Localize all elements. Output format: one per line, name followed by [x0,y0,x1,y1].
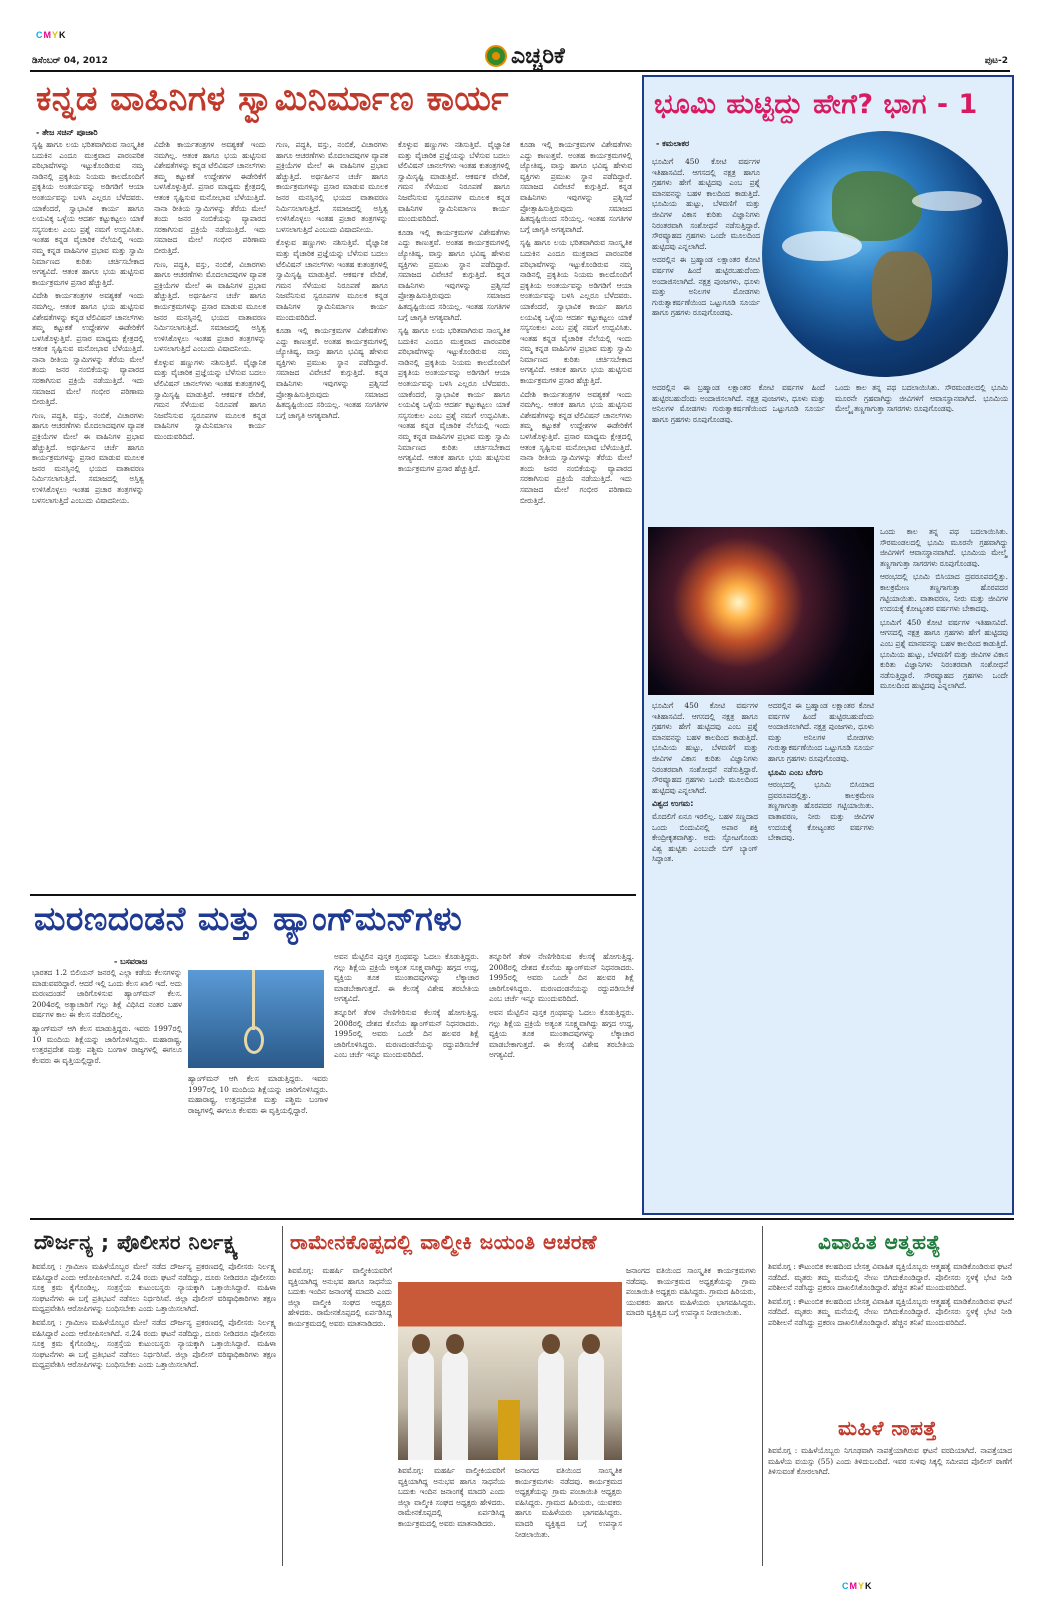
logo-emblem-icon [485,45,507,67]
earth-headline: ಭೂಮಿ ಹುಟ್ಟಿದ್ದು ಹೇಗೆ? ಭಾಗ - 1 [654,89,978,120]
death-headline: ಮರಣದಂಡನೆ ಮತ್ತು ಹ್ಯಾಂಗ್‍ಮನ್‍ಗಳು [34,899,463,938]
death-column: ಅವನ ಮೆಟ್ಟಿಲಿನ ಪುಸ್ತಕ ಗ್ರಂಥವನ್ನು ಓದಲು ಕೊಡುತ್ತಿದ್ದರು. ಗಲ್ಲು ಶಿಕ್ಷೆಯ ಪ್ರಕ್ರಿಯೆ ಅತ್ಯಂತ ಸೂಕ್ಷ್ಮವಾಗಿದ್ದು ಹಗ್ಗದ ಉದ್ದ, ವ್ಯಕ್ತಿಯ ತೂಕ ಮುಂತಾದವುಗಳನ್ನು ಲೆಕ್ಕಾಚಾರ ಮಾಡಬೇಕಾಗುತ್ತದೆ. ಈ ಕೆಲಸಕ್ಕೆ ವಿಶೇಷ ತರಬೇತಿಯ ಅಗತ್ಯವಿದೆ. ತನ್ನೂರಿಗೆ ತೆರಳಿ ನೇಣಿಗೇರಿಸುವ ಕೆಲಸಕ್ಕೆ ಹೋಗುತ್ತಿದ್ದ. 2008ರಲ್ಲಿ ದೇಶದ ಕೊನೆಯ ಹ್ಯಾಂಗ್‍ಮನ್ ನಿಧನರಾದರು. 1995ರಲ್ಲಿ ಅವರು ಒಂದೇ ದಿನ ಹಲವರ ಶಿಕ್ಷೆ ಜಾರಿಗೊಳಿಸಿದ್ದರು. ಮರಣದಂಡನೆಯನ್ನು ರದ್ದುಪಡಿಸಬೇಕೆ ಎಂಬ ಚರ್ಚೆ ಇನ್ನೂ ಮುಂದುವರಿದಿದೆ. [334,952,479,1060]
death-body-under-photo [188,1074,328,1210]
section-divider [30,894,636,896]
nebula-photo [648,527,874,695]
suicide-headline: ವಿವಾಹಿತ ಆತ್ಮಹತ್ಯೆ [818,1230,942,1254]
earth-column-right: ಒಂದು ಕಾಲ ತನ್ನ ಪಥ ಬದಲಾಯಿಸಿತು. ಸೌರಮಂಡಲದಲ್ಲಿ ಭೂಮಿ ಮೂರನೇ ಗ್ರಹವಾಗಿದ್ದು ಜೀವಿಗಳಿಗೆ ಆವಾಸಸ್ಥಾನವಾಗಿದೆ. ಭೂಮಿಯ ಮೇಲ್ಮೈ ತಣ್ಣಗಾಗುತ್ತಾ ಸಾಗರಗಳು ರೂಪುಗೊಂಡವು. ಆರಂಭದಲ್ಲಿ ಭೂಮಿ ಬಿಸಿಯಾದ ದ್ರವರೂಪದಲ್ಲಿತ್ತು. ಕಾಲಕ್ರಮೇಣ ತಣ್ಣಗಾಗುತ್ತಾ ಹೊರಪದರ ಗಟ್ಟಿಯಾಯಿತು. ವಾತಾವರಣ, ನೀರು ಮತ್ತು ಜೀವಿಗಳ ಉದಯಕ್ಕೆ ಕೋಟ್ಯಂತರ ವರ್ಷಗಳು ಬೇಕಾದವು. ಭೂಮಿಗೆ 450 ಕೋಟಿ ವರ್ಷಗಳ ಇತಿಹಾಸವಿದೆ. ಆಗಸದಲ್ಲಿ ನಕ್ಷತ್ರ ಹಾಗೂ ಗ್ರಹಗಳು ಹೇಗೆ ಹುಟ್ಟಿದವು ಎಂಬ ಪ್ರಶ್ನೆ ಮಾನವನನ್ನು ಬಹಳ ಕಾಲದಿಂದ ಕಾಡುತ್ತಿದೆ. ಭೂಮಿಯ ಹುಟ್ಟು, ಬೆಳವಣಿಗೆ ಮತ್ತು ಜೀವಿಗಳ ವಿಕಾಸ ಕುರಿತು ವಿಜ್ಞಾನಿಗಳು ನಿರಂತರವಾಗಿ ಸಂಶೋಧನೆ ನಡೆಸುತ್ತಿದ್ದಾರೆ. ಸೌರವ್ಯೂಹದ ಗ್ರಹಗಳು ಒಂದೇ ಮೂಲದಿಂದ ಹುಟ್ಟಿದವು ಎನ್ನಲಾಗಿದೆ. [880,527,1008,691]
missing-body: ಶಿವಮೊಗ್ಗ : ಮಹಿಳೆಯೊಬ್ಬರು ನಿಗೂಢವಾಗಿ ನಾಪತ್ತೆಯಾಗಿರುವ ಘಟನೆ ವರದಿಯಾಗಿದೆ. ನಾಪತ್ತೆಯಾದ ಮಹಿಳೆಯ ವಯಸ್ಸು (55) ಎಂದು ತಿಳಿದುಬಂದಿದೆ. ಇವರ ಸುಳಿವು ಸಿಕ್ಕಲ್ಲಿ ಸಮೀಪದ ಪೊಲೀಸ್ ಠಾಣೆಗೆ ತಿಳಿಸುವಂತೆ ಕೋರಲಾಗಿದೆ. [768,1446,1012,1477]
earth-column-1: ಭೂಮಿಗೆ 450 ಕೋಟಿ ವರ್ಷಗಳ ಇತಿಹಾಸವಿದೆ. ಆಗಸದಲ್ಲಿ ನಕ್ಷತ್ರ ಹಾಗೂ ಗ್ರಹಗಳು ಹೇಗೆ ಹುಟ್ಟಿದವು ಎಂಬ ಪ್ರಶ್ನೆ ಮಾನವನನ್ನು ಬಹಳ ಕಾಲದಿಂದ ಕಾಡುತ್ತಿದೆ. ಭೂಮಿಯ ಹುಟ್ಟು, ಬೆಳವಣಿಗೆ ಮತ್ತು ಜೀವಿಗಳ ವಿಕಾಸ ಕುರಿತು ವಿಜ್ಞಾನಿಗಳು ನಿರಂತರವಾಗಿ ಸಂಶೋಧನೆ ನಡೆಸುತ್ತಿದ್ದಾರೆ. ಸೌರವ್ಯೂಹದ ಗ್ರಹಗಳು ಒಂದೇ ಮೂಲದಿಂದ ಹುಟ್ಟಿದವು ಎನ್ನಲಾಗಿದೆ. ಅದರಲ್ಲಿನ ಈ ಬ್ರಹ್ಮಾಂಡ ಲಕ್ಷಾಂತರ ಕೋಟಿ ವರ್ಷಗಳ ಹಿಂದೆ ಹುಟ್ಟಿರಬಹುದೆಂದು ಅಂದಾಜಿಸಲಾಗಿದೆ. ನಕ್ಷತ್ರ ಪುಂಜಗಳು, ಧೂಳು ಮತ್ತು ಅನಿಲಗಳ ಮೋಡಗಳು ಗುರುತ್ವಾಕರ್ಷಣೆಯಿಂದ ಒಟ್ಟುಗೂಡಿ ಸೂರ್ಯ ಹಾಗೂ ಗ್ರಹಗಳು ರೂಪುಗೊಂಡವು. [652,157,760,318]
death-byline: - ಬಸವರಾಜ [114,957,148,966]
masthead [30,42,1010,72]
police-body: ಶಿವಮೊಗ್ಗ : ಗ್ರಾಮೀಣ ಮಹಿಳೆಯೊಬ್ಬರ ಮೇಲೆ ನಡೆದ ದೌರ್ಜನ್ಯ ಪ್ರಕರಣದಲ್ಲಿ ಪೊಲೀಸರು ನಿರ್ಲಕ್ಷ್ಯ ವಹಿಸಿದ್ದಾರೆ ಎಂದು ಆರೋಪಿಸಲಾಗಿದೆ. ನ.24 ರಂದು ಘಟನೆ ನಡೆದಿದ್ದು, ದೂರು ನೀಡಿದರೂ ಪೊಲೀಸರು ಸೂಕ್ತ ಕ್ರಮ ಕೈಗೊಂಡಿಲ್ಲ. ಸಂತ್ರಸ್ತೆಯ ಕುಟುಂಬಸ್ಥರು ನ್ಯಾಯಕ್ಕಾಗಿ ಒತ್ತಾಯಿಸಿದ್ದಾರೆ. ಮಹಿಳಾ ಸಂಘಟನೆಗಳು ಈ ಬಗ್ಗೆ ಪ್ರತಿಭಟನೆ ನಡೆಸಲು ನಿರ್ಧರಿಸಿವೆ. ಜಿಲ್ಲಾ ಪೊಲೀಸ್ ವರಿಷ್ಠಾಧಿಕಾರಿಗಳು ತಕ್ಷಣ ಮಧ್ಯಪ್ರವೇಶಿಸಿ ಆರೋಪಿಗಳನ್ನು ಬಂಧಿಸಬೇಕು ಎಂದು ಒತ್ತಾಯಿಸಲಾಗಿದೆ. ಶಿವಮೊಗ್ಗ : ಗ್ರಾಮೀಣ ಮಹಿಳೆಯೊಬ್ಬರ ಮೇಲೆ ನಡೆದ ದೌರ್ಜನ್ಯ ಪ್ರಕರಣದಲ್ಲಿ ಪೊಲೀಸರು ನಿರ್ಲಕ್ಷ್ಯ ವಹಿಸಿದ್ದಾರೆ ಎಂದು ಆರೋಪಿಸಲಾಗಿದೆ. ನ.24 ರಂದು ಘಟನೆ ನಡೆದಿದ್ದು, ದೂರು ನೀಡಿದರೂ ಪೊಲೀಸರು ಸೂಕ್ತ ಕ್ರಮ ಕೈಗೊಂಡಿಲ್ಲ. ಸಂತ್ರಸ್ತೆಯ ಕುಟುಂಬಸ್ಥರು ನ್ಯಾಯಕ್ಕಾಗಿ ಒತ್ತಾಯಿಸಿದ್ದಾರೆ. ಮಹಿಳಾ ಸಂಘಟನೆಗಳು ಈ ಬಗ್ಗೆ ಪ್ರತಿಭಟನೆ ನಡೆಸಲು ನಿರ್ಧರಿಸಿವೆ. ಜಿಲ್ಲಾ ಪೊಲೀಸ್ ವರಿಷ್ಠಾಧಿಕಾರಿಗಳು ತಕ್ಷಣ ಮಧ್ಯಪ್ರವೇಶಿಸಿ ಆರೋಪಿಗಳನ್ನು ಬಂಧಿಸಬೇಕು ಎಂದು ಒತ್ತಾಯಿಸಲಾಗಿದೆ. [32,1262,276,1370]
police-headline: ದೌರ್ಜನ್ಯ ; ಪೊಲೀಸರ ನಿರ್ಲಕ್ಷ್ಯ [34,1230,239,1254]
issue-date: ಡಿಸೆಂಬರ್ 04, 2012 [32,56,108,66]
lead-column: ಕೂಡಾ ಇಲ್ಲಿ ಕಾರ್ಯಕ್ರಮಗಳ ವಿಶೇಷತೆಗಳು ಎದ್ದು ಕಾಣುತ್ತವೆ. ಅಂತಹ ಕಾರ್ಯಕ್ರಮಗಳಲ್ಲಿ ಜ್ಯೋತಿಷ್ಯ, ವಾಸ್ತು ಹಾಗೂ ಭವಿಷ್ಯ ಹೇಳುವ ವ್ಯಕ್ತಿಗಳು ಪ್ರಮುಖ ಸ್ಥಾನ ಪಡೆದಿದ್ದಾರೆ. ಸಮಾಜದ ವಿವೇಚನೆ ಕುಗ್ಗುತ್ತಿದೆ. ಕನ್ನಡ ವಾಹಿನಿಗಳು ಇವುಗಳನ್ನು ಪ್ರಶ್ನಿಸದೆ ಪ್ರೋತ್ಸಾಹಿಸುತ್ತಿರುವುದು ಸಮಾಜದ ಹಿತದೃಷ್ಟಿಯಿಂದ ಸರಿಯಲ್ಲ. ಇಂತಹ ಸಂಗತಿಗಳ ಬಗ್ಗೆ ಜಾಗೃತಿ ಅಗತ್ಯವಾಗಿದೆ. ಸೃಷ್ಟಿ ಹಾಗೂ ಲಯ ಭರಿತವಾಗಿರುವ ಸಾಂಸ್ಕೃತಿಕ ಬದುಕಿನ ಎಂದೂ ಮುಕ್ತವಾದ ಪಾರಂಪರಿಕ ಪರಿಭಾಷೆಗಳನ್ನು ಇಟ್ಟುಕೊಂಡಿರುವ ನಮ್ಮ ನಾಡಿನಲ್ಲಿ ಪ್ರಕೃತಿಯ ನಿಯಮ ಕಾಲದೊಂದಿಗೆ ಪ್ರಕೃತಿಯ ಅಂತರ್ಯವನ್ನು ಅಡಿಗಡಿಗೆ ಆಯಾ ಅಂತರ್ಯವನ್ನು ಬಳಸಿ ಎಲ್ಲರೂ ಬೆಳೆದವರು. ಯಾಕೆಂದರೆ, ಸ್ವಾಭಾವಿಕ ಕಾರ್ಯ ಹಾಗೂ ಲಯವಿಕ್ಕ ಒಳ್ಳೆಯ ಆದರ್ಶ ಕಟ್ಟುಕಟ್ಟಲು ಯಾಕೆ ಸಸ್ಯಸಂಕುಲ ಎಂಬ ಪ್ರಶ್ನೆ ನಮಗೆ ಉದ್ಭವಿಸಿತು. ಇಂತಹ ಕನ್ನಡ ವೈಚಾರಿಕ ನೆಲೆಯಲ್ಲಿ ಇಂದು ನಮ್ಮ ಕನ್ನಡ ವಾಹಿನಿಗಳ ಪ್ರಭಾವ ಮತ್ತು ಸ್ವಾಮಿ ನಿರ್ಮಾಣದ ಕುರಿತು ಚರ್ಚಿಸಬೇಕಾದ ಅಗತ್ಯವಿದೆ. ಆತಂಕ ಹಾಗೂ ಭಯ ಹುಟ್ಟಿಸುವ ಕಾರ್ಯಕ್ರಮಗಳ ಪ್ರಸಾರ ಹೆಚ್ಚುತ್ತಿದೆ. ವಿದೇಶಿ ಕಾರ್ಯತಂತ್ರಗಳ ಅವಶ್ಯಕತೆ ಇಂದು ನಮಗಿಲ್ಲ. ಆತಂಕ ಹಾಗೂ ಭಯ ಹುಟ್ಟಿಸುವ ವಿಶೇಷತೆಗಳನ್ನು ಕನ್ನಡ ಟೆಲಿವಿಷನ್ ಚಾನಲ್‍ಗಳು ತಮ್ಮ ಕಟ್ಟುಕತೆ ಉದ್ದೇಶಗಳ ಈಡೇರಿಕೆಗೆ ಬಳಸಿಕೊಳ್ಳುತ್ತಿವೆ. ಪ್ರಸಾರ ಮಾಧ್ಯಮ ಕ್ಷೇತ್ರದಲ್ಲಿ ಆತಂಕ ಸೃಷ್ಟಿಸುವ ಮನೋಭಾವ ಬೆಳೆಯುತ್ತಿದೆ. ನಾನಾ ರೀತಿಯ ಸ್ವಾಮಿಗಳನ್ನು ತೆರೆಯ ಮೇಲೆ ತಂದು ಜನರ ನಂಬಿಕೆಯನ್ನು ವ್ಯಾಪಾರದ ಸರಕಾಗಿಸುವ ಪ್ರಕ್ರಿಯೆ ನಡೆಯುತ್ತಿದೆ. ಇದು ಸಮಾಜದ ಮೇಲೆ ಗಂಭೀರ ಪರಿಣಾಮ ಬೀರುತ್ತಿದೆ. [520,140,632,505]
section-divider [30,1218,1014,1220]
lead-column: ಗುಣ, ಪದ್ಧತಿ, ವಸ್ತು, ನಂಬಿಕೆ, ವಿಚಾರಗಳು ಹಾಗೂ ಆಚರಣೆಗಳು ಮೊದಲಾದವುಗಳ ವ್ಯಾಪಕ ಪ್ರಕ್ರಿಯೆಗಳ ಮೇಲೆ ಈ ವಾಹಿನಿಗಳ ಪ್ರಭಾವ ಹೆಚ್ಚುತ್ತಿದೆ. ಅರ್ಥರ್ಹೀನ ಚರ್ಚೆ ಹಾಗೂ ಕಾರ್ಯಕ್ರಮಗಳನ್ನು ಪ್ರಸಾರ ಮಾಡುವ ಮೂಲಕ ಜನರ ಮನಸ್ಸಿನಲ್ಲಿ ಭಯದ ವಾತಾವರಣ ನಿರ್ಮಿಸಲಾಗುತ್ತಿದೆ. ಸಮಾಜದಲ್ಲಿ ಅಸ್ತಿತ್ವ ಉಳಿಸಿಕೊಳ್ಳಲು ಇಂತಹ ಪ್ರಚಾರ ತಂತ್ರಗಳನ್ನು ಬಳಸಲಾಗುತ್ತಿದೆ ಎಂಬುದು ವಿಷಾದನೀಯ. ಕೊಳ್ಳುವ ಹಣ್ಣುಗಳು ನಶಿಸುತ್ತಿವೆ. ವೈಜ್ಞಾನಿಕ ಮತ್ತು ವೈಚಾರಿಕ ಪ್ರಜ್ಞೆಯನ್ನು ಬೆಳೆಸುವ ಬದಲು ಟೆಲಿವಿಷನ್ ಚಾನಲ್‍ಗಳು ಇಂತಹ ಕುತಂತ್ರಗಳಲ್ಲಿ ಸ್ವಾಮಿಸೃಷ್ಟಿ ಮಾಡುತ್ತಿವೆ. ಆಕರ್ಷಕ ವೇದಿಕೆ, ಗಮನ ಸೆಳೆಯುವ ನಿರೂಪಣೆ ಹಾಗೂ ನಿಜವೆನಿಸುವ ಸ್ವರೂಪಗಳ ಮೂಲಕ ಕನ್ನಡ ವಾಹಿನಿಗಳ ಸ್ವಾಮಿನಿರ್ಮಾಣ ಕಾರ್ಯ ಮುಂದುವರಿದಿದೆ. ಕೂಡಾ ಇಲ್ಲಿ ಕಾರ್ಯಕ್ರಮಗಳ ವಿಶೇಷತೆಗಳು ಎದ್ದು ಕಾಣುತ್ತವೆ. ಅಂತಹ ಕಾರ್ಯಕ್ರಮಗಳಲ್ಲಿ ಜ್ಯೋತಿಷ್ಯ, ವಾಸ್ತು ಹಾಗೂ ಭವಿಷ್ಯ ಹೇಳುವ ವ್ಯಕ್ತಿಗಳು ಪ್ರಮುಖ ಸ್ಥಾನ ಪಡೆದಿದ್ದಾರೆ. ಸಮಾಜದ ವಿವೇಚನೆ ಕುಗ್ಗುತ್ತಿದೆ. ಕನ್ನಡ ವಾಹಿನಿಗಳು ಇವುಗಳನ್ನು ಪ್ರಶ್ನಿಸದೆ ಪ್ರೋತ್ಸಾಹಿಸುತ್ತಿರುವುದು ಸಮಾಜದ ಹಿತದೃಷ್ಟಿಯಿಂದ ಸರಿಯಲ್ಲ. ಇಂತಹ ಸಂಗತಿಗಳ ಬಗ್ಗೆ ಜಾಗೃತಿ ಅಗತ್ಯವಾಗಿದೆ. [276,140,388,420]
lead-column: ಕೊಳ್ಳುವ ಹಣ್ಣುಗಳು ನಶಿಸುತ್ತಿವೆ. ವೈಜ್ಞಾನಿಕ ಮತ್ತು ವೈಚಾರಿಕ ಪ್ರಜ್ಞೆಯನ್ನು ಬೆಳೆಸುವ ಬದಲು ಟೆಲಿವಿಷನ್ ಚಾನಲ್‍ಗಳು ಇಂತಹ ಕುತಂತ್ರಗಳಲ್ಲಿ ಸ್ವಾಮಿಸೃಷ್ಟಿ ಮಾಡುತ್ತಿವೆ. ಆಕರ್ಷಕ ವೇದಿಕೆ, ಗಮನ ಸೆಳೆಯುವ ನಿರೂಪಣೆ ಹಾಗೂ ನಿಜವೆನಿಸುವ ಸ್ವರೂಪಗಳ ಮೂಲಕ ಕನ್ನಡ ವಾಹಿನಿಗಳ ಸ್ವಾಮಿನಿರ್ಮಾಣ ಕಾರ್ಯ ಮುಂದುವರಿದಿದೆ. ಕೂಡಾ ಇಲ್ಲಿ ಕಾರ್ಯಕ್ರಮಗಳ ವಿಶೇಷತೆಗಳು ಎದ್ದು ಕಾಣುತ್ತವೆ. ಅಂತಹ ಕಾರ್ಯಕ್ರಮಗಳಲ್ಲಿ ಜ್ಯೋತಿಷ್ಯ, ವಾಸ್ತು ಹಾಗೂ ಭವಿಷ್ಯ ಹೇಳುವ ವ್ಯಕ್ತಿಗಳು ಪ್ರಮುಖ ಸ್ಥಾನ ಪಡೆದಿದ್ದಾರೆ. ಸಮಾಜದ ವಿವೇಚನೆ ಕುಗ್ಗುತ್ತಿದೆ. ಕನ್ನಡ ವಾಹಿನಿಗಳು ಇವುಗಳನ್ನು ಪ್ರಶ್ನಿಸದೆ ಪ್ರೋತ್ಸಾಹಿಸುತ್ತಿರುವುದು ಸಮಾಜದ ಹಿತದೃಷ್ಟಿಯಿಂದ ಸರಿಯಲ್ಲ. ಇಂತಹ ಸಂಗತಿಗಳ ಬಗ್ಗೆ ಜಾಗೃತಿ ಅಗತ್ಯವಾಗಿದೆ. ಸೃಷ್ಟಿ ಹಾಗೂ ಲಯ ಭರಿತವಾಗಿರುವ ಸಾಂಸ್ಕೃತಿಕ ಬದುಕಿನ ಎಂದೂ ಮುಕ್ತವಾದ ಪಾರಂಪರಿಕ ಪರಿಭಾಷೆಗಳನ್ನು ಇಟ್ಟುಕೊಂಡಿರುವ ನಮ್ಮ ನಾಡಿನಲ್ಲಿ ಪ್ರಕೃತಿಯ ನಿಯಮ ಕಾಲದೊಂದಿಗೆ ಪ್ರಕೃತಿಯ ಅಂತರ್ಯವನ್ನು ಅಡಿಗಡಿಗೆ ಆಯಾ ಅಂತರ್ಯವನ್ನು ಬಳಸಿ ಎಲ್ಲರೂ ಬೆಳೆದವರು. ಯಾಕೆಂದರೆ, ಸ್ವಾಭಾವಿಕ ಕಾರ್ಯ ಹಾಗೂ ಲಯವಿಕ್ಕ ಒಳ್ಳೆಯ ಆದರ್ಶ ಕಟ್ಟುಕಟ್ಟಲು ಯಾಕೆ ಸಸ್ಯಸಂಕುಲ ಎಂಬ ಪ್ರಶ್ನೆ ನಮಗೆ ಉದ್ಭವಿಸಿತು. ಇಂತಹ ಕನ್ನಡ ವೈಚಾರಿಕ ನೆಲೆಯಲ್ಲಿ ಇಂದು ನಮ್ಮ ಕನ್ನಡ ವಾಹಿನಿಗಳ ಪ್ರಭಾವ ಮತ್ತು ಸ್ವಾಮಿ ನಿರ್ಮಾಣದ ಕುರಿತು ಚರ್ಚಿಸಬೇಕಾದ ಅಗತ್ಯವಿದೆ. ಆತಂಕ ಹಾಗೂ ಭಯ ಹುಟ್ಟಿಸುವ ಕಾರ್ಯಕ್ರಮಗಳ ಪ್ರಸಾರ ಹೆಚ್ಚುತ್ತಿದೆ. [398,140,510,473]
earth-feature-box [642,75,1014,1215]
page-number: ಪುಟ-2 [984,56,1008,66]
earth-columns-mid: ಅದರಲ್ಲಿನ ಈ ಬ್ರಹ್ಮಾಂಡ ಲಕ್ಷಾಂತರ ಕೋಟಿ ವರ್ಷಗಳ ಹಿಂದೆ ಹುಟ್ಟಿರಬಹುದೆಂದು ಅಂದಾಜಿಸಲಾಗಿದೆ. ನಕ್ಷತ್ರ ಪುಂಜಗಳು, ಧೂಳು ಮತ್ತು ಅನಿಲಗಳ ಮೋಡಗಳು ಗುರುತ್ವಾಕರ್ಷಣೆಯಿಂದ ಒಟ್ಟುಗೂಡಿ ಸೂರ್ಯ ಹಾಗೂ ಗ್ರಹಗಳು ರೂಪುಗೊಂಡವು. ಒಂದು ಕಾಲ ತನ್ನ ಪಥ ಬದಲಾಯಿಸಿತು. ಸೌರಮಂಡಲದಲ್ಲಿ ಭೂಮಿ ಮೂರನೇ ಗ್ರಹವಾಗಿದ್ದು ಜೀವಿಗಳಿಗೆ ಆವಾಸಸ್ಥಾನವಾಗಿದೆ. ಭೂಮಿಯ ಮೇಲ್ಮೈ ತಣ್ಣಗಾಗುತ್ತಾ ಸಾಗರಗಳು ರೂಪುಗೊಂಡವು. [652,383,1008,424]
death-column: ಭಾರತದ 1.2 ಬಿಲಿಯನ್ ಜನರಲ್ಲಿ ಎಲ್ಲಾ ಕಡೆಯ ಕೆಲಸಗಳನ್ನು ಮಾಡುವವರಿದ್ದಾರೆ. ಆದರೆ ಇಲ್ಲಿ ಒಂದು ಕೆಲಸ ಖಾಲಿ ಇದೆ. ಅದು ಮರಣದಂಡನೆ ಜಾರಿಗೊಳಿಸುವ ಹ್ಯಾಂಗ್‍ಮನ್ ಕೆಲಸ. 2004ರಲ್ಲಿ ಅತ್ಯಾಚಾರಿಗೆ ಗಲ್ಲು ಶಿಕ್ಷೆ ವಿಧಿಸಿದ ನಂತರ ಬಹಳ ವರ್ಷಗಳ ಕಾಲ ಈ ಕೆಲಸ ನಡೆದಿರಲಿಲ್ಲ. ಹ್ಯಾಂಗ್‍ಮನ್ ಆಗಿ ಕೆಲಸ ಮಾಡುತ್ತಿದ್ದರು. ಇವರು 1997ರಲ್ಲಿ 10 ಮಂದಿಯ ಶಿಕ್ಷೆಯನ್ನು ಜಾರಿಗೊಳಿಸಿದ್ದರು. ಮಹಾರಾಷ್ಟ್ರ, ಉತ್ತರಪ್ರದೇಶ ಮತ್ತು ಪಶ್ಚಿಮ ಬಂಗಾಳ ರಾಜ್ಯಗಳಲ್ಲಿ ಈಗಲೂ ಕೆಲವರು ಈ ವೃತ್ತಿಯಲ್ಲಿದ್ದಾರೆ. [32,968,182,1065]
lead-byline: - ತೇಜ ಸಚಿನ್ ಪೂಜಾರಿ [36,128,98,137]
newspaper-logo [485,42,565,70]
earth-subheading: ಭೂಮಿ ಎಂಬ ಬೆರಗು [768,767,823,777]
suicide-body: ಶಿವಮೊಗ್ಗ : ಕೌಟುಂಬಿಕ ಕಲಹದಿಂದ ಬೇಸತ್ತ ವಿವಾಹಿತ ವ್ಯಕ್ತಿಯೊಬ್ಬರು ಆತ್ಮಹತ್ಯೆ ಮಾಡಿಕೊಂಡಿರುವ ಘಟನೆ ನಡೆದಿದೆ. ಮೃತರು ತಮ್ಮ ಮನೆಯಲ್ಲಿ ನೇಣು ಬಿಗಿದುಕೊಂಡಿದ್ದಾರೆ. ಪೊಲೀಸರು ಸ್ಥಳಕ್ಕೆ ಭೇಟಿ ನೀಡಿ ಪರಿಶೀಲನೆ ನಡೆಸಿದ್ದು ಪ್ರಕರಣ ದಾಖಲಿಸಿಕೊಂಡಿದ್ದಾರೆ. ಹೆಚ್ಚಿನ ತನಿಖೆ ಮುಂದುವರಿದಿದೆ. ಶಿವಮೊಗ್ಗ : ಕೌಟುಂಬಿಕ ಕಲಹದಿಂದ ಬೇಸತ್ತ ವಿವಾಹಿತ ವ್ಯಕ್ತಿಯೊಬ್ಬರು ಆತ್ಮಹತ್ಯೆ ಮಾಡಿಕೊಂಡಿರುವ ಘಟನೆ ನಡೆದಿದೆ. ಮೃತರು ತಮ್ಮ ಮನೆಯಲ್ಲಿ ನೇಣು ಬಿಗಿದುಕೊಂಡಿದ್ದಾರೆ. ಪೊಲೀಸರು ಸ್ಥಳಕ್ಕೆ ಭೇಟಿ ನೀಡಿ ಪರಿಶೀಲನೆ ನಡೆಸಿದ್ದು ಪ್ರಕರಣ ದಾಖಲಿಸಿಕೊಂಡಿದ್ದಾರೆ. ಹೆಚ್ಚಿನ ತನಿಖೆ ಮುಂದುವರಿದಿದೆ. [768,1262,1012,1327]
column-divider [762,1226,763,1566]
earth-columns-lower: ಭೂಮಿಗೆ 450 ಕೋಟಿ ವರ್ಷಗಳ ಇತಿಹಾಸವಿದೆ. ಆಗಸದಲ್ಲಿ ನಕ್ಷತ್ರ ಹಾಗೂ ಗ್ರಹಗಳು ಹೇಗೆ ಹುಟ್ಟಿದವು ಎಂಬ ಪ್ರಶ್ನೆ ಮಾನವನನ್ನು ಬಹಳ ಕಾಲದಿಂದ ಕಾಡುತ್ತಿದೆ. ಭೂಮಿಯ ಹುಟ್ಟು, ಬೆಳವಣಿಗೆ ಮತ್ತು ಜೀವಿಗಳ ವಿಕಾಸ ಕುರಿತು ವಿಜ್ಞಾನಿಗಳು ನಿರಂತರವಾಗಿ ಸಂಶೋಧನೆ ನಡೆಸುತ್ತಿದ್ದಾರೆ. ಸೌರವ್ಯೂಹದ ಗ್ರಹಗಳು ಒಂದೇ ಮೂಲದಿಂದ ಹುಟ್ಟಿದವು ಎನ್ನಲಾಗಿದೆ. ವಿಶ್ವದ ಉಗಮ: ಮೊದಲಿಗೆ ಏನೂ ಇರಲಿಲ್ಲ. ಬಹಳ ಸಣ್ಣದಾದ ಒಂದು ಬಿಂದುವಿನಲ್ಲಿ ಅಪಾರ ಶಕ್ತಿ ಕೇಂದ್ರೀಕೃತವಾಗಿತ್ತು. ಅದು ಸ್ಫೋಟಗೊಂಡು ವಿಶ್ವ ಹುಟ್ಟಿತು ಎಂಬುದೇ ಬಿಗ್ ಬ್ಯಾಂಗ್ ಸಿದ್ಧಾಂತ. ಅದರಲ್ಲಿನ ಈ ಬ್ರಹ್ಮಾಂಡ ಲಕ್ಷಾಂತರ ಕೋಟಿ ವರ್ಷಗಳ ಹಿಂದೆ ಹುಟ್ಟಿರಬಹುದೆಂದು ಅಂದಾಜಿಸಲಾಗಿದೆ. ನಕ್ಷತ್ರ ಪುಂಜಗಳು, ಧೂಳು ಮತ್ತು ಅನಿಲಗಳ ಮೋಡಗಳು ಗುರುತ್ವಾಕರ್ಷಣೆಯಿಂದ ಒಟ್ಟುಗೂಡಿ ಸೂರ್ಯ ಹಾಗೂ ಗ್ರಹಗಳು ರೂಪುಗೊಂಡವು. ಭೂಮಿ ಎಂಬ ಬೆರಗು ಆರಂಭದಲ್ಲಿ ಭೂಮಿ ಬಿಸಿಯಾದ ದ್ರವರೂಪದಲ್ಲಿತ್ತು. ಕಾಲಕ್ರಮೇಣ ತಣ್ಣಗಾಗುತ್ತಾ ಹೊರಪದರ ಗಟ್ಟಿಯಾಯಿತು. ವಾತಾವರಣ, ನೀರು ಮತ್ತು ಜೀವಿಗಳ ಉದಯಕ್ಕೆ ಕೋಟ್ಯಂತರ ವರ್ಷಗಳು ಬೇಕಾದವು. [652,701,874,864]
earth-subheading: ವಿಶ್ವದ ಉಗಮ: [652,799,694,809]
lead-column: ಸೃಷ್ಟಿ ಹಾಗೂ ಲಯ ಭರಿತವಾಗಿರುವ ಸಾಂಸ್ಕೃತಿಕ ಬದುಕಿನ ಎಂದೂ ಮುಕ್ತವಾದ ಪಾರಂಪರಿಕ ಪರಿಭಾಷೆಗಳನ್ನು ಇಟ್ಟುಕೊಂಡಿರುವ ನಮ್ಮ ನಾಡಿನಲ್ಲಿ ಪ್ರಕೃತಿಯ ನಿಯಮ ಕಾಲದೊಂದಿಗೆ ಪ್ರಕೃತಿಯ ಅಂತರ್ಯವನ್ನು ಅಡಿಗಡಿಗೆ ಆಯಾ ಅಂತರ್ಯವನ್ನು ಬಳಸಿ ಎಲ್ಲರೂ ಬೆಳೆದವರು. ಯಾಕೆಂದರೆ, ಸ್ವಾಭಾವಿಕ ಕಾರ್ಯ ಹಾಗೂ ಲಯವಿಕ್ಕ ಒಳ್ಳೆಯ ಆದರ್ಶ ಕಟ್ಟುಕಟ್ಟಲು ಯಾಕೆ ಸಸ್ಯಸಂಕುಲ ಎಂಬ ಪ್ರಶ್ನೆ ನಮಗೆ ಉದ್ಭವಿಸಿತು. ಇಂತಹ ಕನ್ನಡ ವೈಚಾರಿಕ ನೆಲೆಯಲ್ಲಿ ಇಂದು ನಮ್ಮ ಕನ್ನಡ ವಾಹಿನಿಗಳ ಪ್ರಭಾವ ಮತ್ತು ಸ್ವಾಮಿ ನಿರ್ಮಾಣದ ಕುರಿತು ಚರ್ಚಿಸಬೇಕಾದ ಅಗತ್ಯವಿದೆ. ಆತಂಕ ಹಾಗೂ ಭಯ ಹುಟ್ಟಿಸುವ ಕಾರ್ಯಕ್ರಮಗಳ ಪ್ರಸಾರ ಹೆಚ್ಚುತ್ತಿದೆ. ವಿದೇಶಿ ಕಾರ್ಯತಂತ್ರಗಳ ಅವಶ್ಯಕತೆ ಇಂದು ನಮಗಿಲ್ಲ. ಆತಂಕ ಹಾಗೂ ಭಯ ಹುಟ್ಟಿಸುವ ವಿಶೇಷತೆಗಳನ್ನು ಕನ್ನಡ ಟೆಲಿವಿಷನ್ ಚಾನಲ್‍ಗಳು ತಮ್ಮ ಕಟ್ಟುಕತೆ ಉದ್ದೇಶಗಳ ಈಡೇರಿಕೆಗೆ ಬಳಸಿಕೊಳ್ಳುತ್ತಿವೆ. ಪ್ರಸಾರ ಮಾಧ್ಯಮ ಕ್ಷೇತ್ರದಲ್ಲಿ ಆತಂಕ ಸೃಷ್ಟಿಸುವ ಮನೋಭಾವ ಬೆಳೆಯುತ್ತಿದೆ. ನಾನಾ ರೀತಿಯ ಸ್ವಾಮಿಗಳನ್ನು ತೆರೆಯ ಮೇಲೆ ತಂದು ಜನರ ನಂಬಿಕೆಯನ್ನು ವ್ಯಾಪಾರದ ಸರಕಾಗಿಸುವ ಪ್ರಕ್ರಿಯೆ ನಡೆಯುತ್ತಿದೆ. ಇದು ಸಮಾಜದ ಮೇಲೆ ಗಂಭೀರ ಪರಿಣಾಮ ಬೀರುತ್ತಿದೆ. ಗುಣ, ಪದ್ಧತಿ, ವಸ್ತು, ನಂಬಿಕೆ, ವಿಚಾರಗಳು ಹಾಗೂ ಆಚರಣೆಗಳು ಮೊದಲಾದವುಗಳ ವ್ಯಾಪಕ ಪ್ರಕ್ರಿಯೆಗಳ ಮೇಲೆ ಈ ವಾಹಿನಿಗಳ ಪ್ರಭಾವ ಹೆಚ್ಚುತ್ತಿದೆ. ಅರ್ಥರ್ಹೀನ ಚರ್ಚೆ ಹಾಗೂ ಕಾರ್ಯಕ್ರಮಗಳನ್ನು ಪ್ರಸಾರ ಮಾಡುವ ಮೂಲಕ ಜನರ ಮನಸ್ಸಿನಲ್ಲಿ ಭಯದ ವಾತಾವರಣ ನಿರ್ಮಿಸಲಾಗುತ್ತಿದೆ. ಸಮಾಜದಲ್ಲಿ ಅಸ್ತಿತ್ವ ಉಳಿಸಿಕೊಳ್ಳಲು ಇಂತಹ ಪ್ರಚಾರ ತಂತ್ರಗಳನ್ನು ಬಳಸಲಾಗುತ್ತಿದೆ ಎಂಬುದು ವಿಷಾದನೀಯ. [32,140,144,505]
lead-headline: ಕನ್ನಡ ವಾಹಿನಿಗಳ ಸ್ವಾಮಿನಿರ್ಮಾಣ ಕಾರ್ಯ [36,79,509,119]
cmyk-mark-bottom: CMYK [842,1581,873,1591]
earth-globe-photo [762,131,1008,377]
valmiki-body-bottom: ಶಿವಮೊಗ್ಗ: ಮಹರ್ಷಿ ವಾಲ್ಮೀಕಿಯವರಿಗೆ ವ್ಯಕ್ತಿಯಾಗಿದ್ದ ಅನುಭವ ಹಾಗೂ ಸಾಧನೆಯ ಬದುಕು ಇಂದಿನ ಜನಾಂಗಕ್ಕೆ ಮಾದರಿ ಎಂದು ಜಿಲ್ಲಾ ವಾಲ್ಮೀಕಿ ಸಂಘದ ಅಧ್ಯಕ್ಷರು ಹೇಳಿದರು. ರಾಮೇನಕೊಪ್ಪದಲ್ಲಿ ಏರ್ಪಡಿಸಿದ್ದ ಕಾರ್ಯಕ್ರಮದಲ್ಲಿ ಅವರು ಮಾತನಾಡಿದರು. ಜನಾಂಗದ ವತಿಯಿಂದ ಸಾಂಸ್ಕೃತಿಕ ಕಾರ್ಯಕ್ರಮಗಳು ನಡೆದವು. ಕಾರ್ಯಕ್ರಮದ ಅಧ್ಯಕ್ಷತೆಯನ್ನು ಗ್ರಾಮ ಪಂಚಾಯಿತಿ ಅಧ್ಯಕ್ಷರು ವಹಿಸಿದ್ದರು. ಗ್ರಾಮದ ಹಿರಿಯರು, ಯುವಕರು ಹಾಗೂ ಮಹಿಳೆಯರು ಭಾಗವಹಿಸಿದ್ದರು. ಮಾದರಿ ವ್ಯಕ್ತಿತ್ವದ ಬಗ್ಗೆ ಉಪನ್ಯಾಸ ನೀಡಲಾಯಿತು. [398,1466,622,1539]
death-body-right [334,952,634,1210]
valmiki-event-photo [398,1282,622,1460]
lead-column: ವಿದೇಶಿ ಕಾರ್ಯತಂತ್ರಗಳ ಅವಶ್ಯಕತೆ ಇಂದು ನಮಗಿಲ್ಲ. ಆತಂಕ ಹಾಗೂ ಭಯ ಹುಟ್ಟಿಸುವ ವಿಶೇಷತೆಗಳನ್ನು ಕನ್ನಡ ಟೆಲಿವಿಷನ್ ಚಾನಲ್‍ಗಳು ತಮ್ಮ ಕಟ್ಟುಕತೆ ಉದ್ದೇಶಗಳ ಈಡೇರಿಕೆಗೆ ಬಳಸಿಕೊಳ್ಳುತ್ತಿವೆ. ಪ್ರಸಾರ ಮಾಧ್ಯಮ ಕ್ಷೇತ್ರದಲ್ಲಿ ಆತಂಕ ಸೃಷ್ಟಿಸುವ ಮನೋಭಾವ ಬೆಳೆಯುತ್ತಿದೆ. ನಾನಾ ರೀತಿಯ ಸ್ವಾಮಿಗಳನ್ನು ತೆರೆಯ ಮೇಲೆ ತಂದು ಜನರ ನಂಬಿಕೆಯನ್ನು ವ್ಯಾಪಾರದ ಸರಕಾಗಿಸುವ ಪ್ರಕ್ರಿಯೆ ನಡೆಯುತ್ತಿದೆ. ಇದು ಸಮಾಜದ ಮೇಲೆ ಗಂಭೀರ ಪರಿಣಾಮ ಬೀರುತ್ತಿದೆ. ಗುಣ, ಪದ್ಧತಿ, ವಸ್ತು, ನಂಬಿಕೆ, ವಿಚಾರಗಳು ಹಾಗೂ ಆಚರಣೆಗಳು ಮೊದಲಾದವುಗಳ ವ್ಯಾಪಕ ಪ್ರಕ್ರಿಯೆಗಳ ಮೇಲೆ ಈ ವಾಹಿನಿಗಳ ಪ್ರಭಾವ ಹೆಚ್ಚುತ್ತಿದೆ. ಅರ್ಥರ್ಹೀನ ಚರ್ಚೆ ಹಾಗೂ ಕಾರ್ಯಕ್ರಮಗಳನ್ನು ಪ್ರಸಾರ ಮಾಡುವ ಮೂಲಕ ಜನರ ಮನಸ್ಸಿನಲ್ಲಿ ಭಯದ ವಾತಾವರಣ ನಿರ್ಮಿಸಲಾಗುತ್ತಿದೆ. ಸಮಾಜದಲ್ಲಿ ಅಸ್ತಿತ್ವ ಉಳಿಸಿಕೊಳ್ಳಲು ಇಂತಹ ಪ್ರಚಾರ ತಂತ್ರಗಳನ್ನು ಬಳಸಲಾಗುತ್ತಿದೆ ಎಂಬುದು ವಿಷಾದನೀಯ. ಕೊಳ್ಳುವ ಹಣ್ಣುಗಳು ನಶಿಸುತ್ತಿವೆ. ವೈಜ್ಞಾನಿಕ ಮತ್ತು ವೈಚಾರಿಕ ಪ್ರಜ್ಞೆಯನ್ನು ಬೆಳೆಸುವ ಬದಲು ಟೆಲಿವಿಷನ್ ಚಾನಲ್‍ಗಳು ಇಂತಹ ಕುತಂತ್ರಗಳಲ್ಲಿ ಸ್ವಾಮಿಸೃಷ್ಟಿ ಮಾಡುತ್ತಿವೆ. ಆಕರ್ಷಕ ವೇದಿಕೆ, ಗಮನ ಸೆಳೆಯುವ ನಿರೂಪಣೆ ಹಾಗೂ ನಿಜವೆನಿಸುವ ಸ್ವರೂಪಗಳ ಮೂಲಕ ಕನ್ನಡ ವಾಹಿನಿಗಳ ಸ್ವಾಮಿನಿರ್ಮಾಣ ಕಾರ್ಯ ಮುಂದುವರಿದಿದೆ. [154,140,266,442]
valmiki-headline: ರಾಮೇನಕೊಪ್ಪದಲ್ಲಿ ವಾಲ್ಮೀಕಿ ಜಯಂತಿ ಆಚರಣೆ [290,1230,597,1254]
death-column: ತನ್ನೂರಿಗೆ ತೆರಳಿ ನೇಣಿಗೇರಿಸುವ ಕೆಲಸಕ್ಕೆ ಹೋಗುತ್ತಿದ್ದ. 2008ರಲ್ಲಿ ದೇಶದ ಕೊನೆಯ ಹ್ಯಾಂಗ್‍ಮನ್ ನಿಧನರಾದರು. 1995ರಲ್ಲಿ ಅವರು ಒಂದೇ ದಿನ ಹಲವರ ಶಿಕ್ಷೆ ಜಾರಿಗೊಳಿಸಿದ್ದರು. ಮರಣದಂಡನೆಯನ್ನು ರದ್ದುಪಡಿಸಬೇಕೆ ಎಂಬ ಚರ್ಚೆ ಇನ್ನೂ ಮುಂದುವರಿದಿದೆ. ಅವನ ಮೆಟ್ಟಿಲಿನ ಪುಸ್ತಕ ಗ್ರಂಥವನ್ನು ಓದಲು ಕೊಡುತ್ತಿದ್ದರು. ಗಲ್ಲು ಶಿಕ್ಷೆಯ ಪ್ರಕ್ರಿಯೆ ಅತ್ಯಂತ ಸೂಕ್ಷ್ಮವಾಗಿದ್ದು ಹಗ್ಗದ ಉದ್ದ, ವ್ಯಕ್ತಿಯ ತೂಕ ಮುಂತಾದವುಗಳನ್ನು ಲೆಕ್ಕಾಚಾರ ಮಾಡಬೇಕಾಗುತ್ತದೆ. ಈ ಕೆಲಸಕ್ಕೆ ವಿಶೇಷ ತರಬೇತಿಯ ಅಗತ್ಯವಿದೆ. [489,952,634,1060]
valmiki-body-left: ಶಿವಮೊಗ್ಗ: ಮಹರ್ಷಿ ವಾಲ್ಮೀಕಿಯವರಿಗೆ ವ್ಯಕ್ತಿಯಾಗಿದ್ದ ಅನುಭವ ಹಾಗೂ ಸಾಧನೆಯ ಬದುಕು ಇಂದಿನ ಜನಾಂಗಕ್ಕೆ ಮಾದರಿ ಎಂದು ಜಿಲ್ಲಾ ವಾಲ್ಮೀಕಿ ಸಂಘದ ಅಧ್ಯಕ್ಷರು ಹೇಳಿದರು. ರಾಮೇನಕೊಪ್ಪದಲ್ಲಿ ಏರ್ಪಡಿಸಿದ್ದ ಕಾರ್ಯಕ್ರಮದಲ್ಲಿ ಅವರು ಮಾತನಾಡಿದರು. [288,1266,392,1328]
cmyk-mark-top: CMYK [36,30,67,40]
missing-headline: ಮಹಿಳೆ ನಾಪತ್ತೆ [838,1416,937,1440]
valmiki-body-right: ಜನಾಂಗದ ವತಿಯಿಂದ ಸಾಂಸ್ಕೃತಿಕ ಕಾರ್ಯಕ್ರಮಗಳು ನಡೆದವು. ಕಾರ್ಯಕ್ರಮದ ಅಧ್ಯಕ್ಷತೆಯನ್ನು ಗ್ರಾಮ ಪಂಚಾಯಿತಿ ಅಧ್ಯಕ್ಷರು ವಹಿಸಿದ್ದರು. ಗ್ರಾಮದ ಹಿರಿಯರು, ಯುವಕರು ಹಾಗೂ ಮಹಿಳೆಯರು ಭಾಗವಹಿಸಿದ್ದರು. ಮಾದರಿ ವ್ಯಕ್ತಿತ್ವದ ಬಗ್ಗೆ ಉಪನ್ಯಾಸ ನೀಡಲಾಯಿತು. [626,1266,756,1318]
noose-photo [188,970,324,1068]
logo-text: ಎಚ್ಚರಿಕೆ [511,43,565,69]
death-body-left [32,968,182,1210]
column-divider [282,1226,283,1566]
death-column: ಹ್ಯಾಂಗ್‍ಮನ್ ಆಗಿ ಕೆಲಸ ಮಾಡುತ್ತಿದ್ದರು. ಇವರು 1997ರಲ್ಲಿ 10 ಮಂದಿಯ ಶಿಕ್ಷೆಯನ್ನು ಜಾರಿಗೊಳಿಸಿದ್ದರು. ಮಹಾರಾಷ್ಟ್ರ, ಉತ್ತರಪ್ರದೇಶ ಮತ್ತು ಪಶ್ಚಿಮ ಬಂಗಾಳ ರಾಜ್ಯಗಳಲ್ಲಿ ಈಗಲೂ ಕೆಲವರು ಈ ವೃತ್ತಿಯಲ್ಲಿದ್ದಾರೆ. [188,1074,328,1115]
lead-body [32,140,632,885]
earth-byline: - ಕಮಲಾಕರ [656,139,690,148]
